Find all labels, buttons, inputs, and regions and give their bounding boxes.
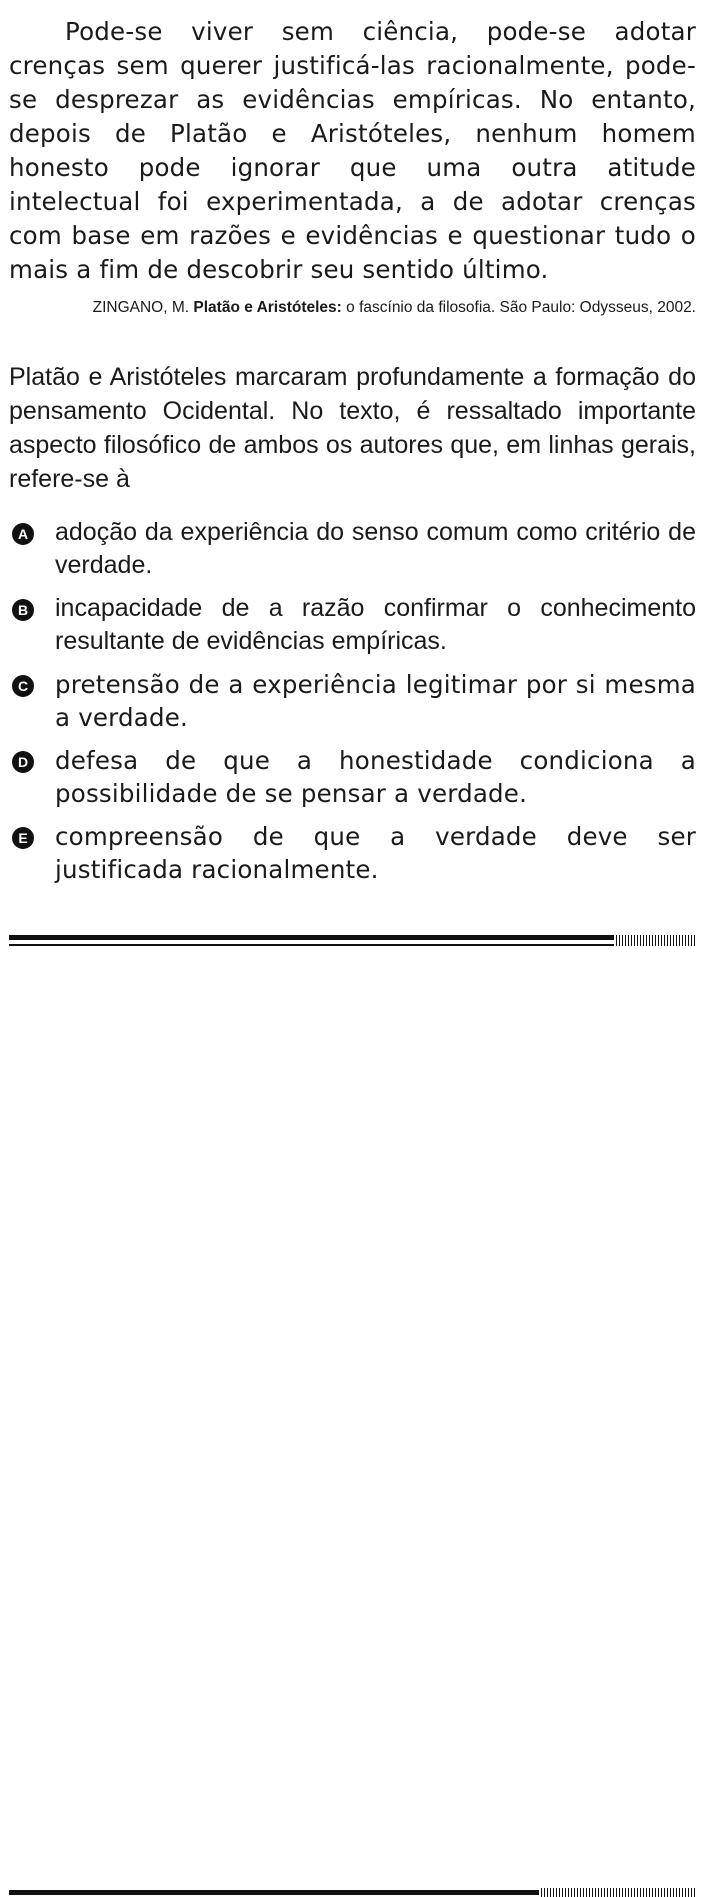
citation-subtitle: o fascínio da filosofia. (346, 299, 496, 316)
citation-publisher: São Paulo: Odysseus, 2002. (499, 299, 696, 316)
footer-tick-marks (541, 1888, 697, 1897)
footer-divider (9, 1890, 539, 1895)
option-text: pretensão de a experiência legitimar por si mesma a verdade. (55, 670, 696, 732)
citation-title: Platão e Aristóteles: (193, 299, 342, 316)
option-letter-badge: A (12, 523, 34, 545)
section-divider (9, 935, 614, 940)
option-text: defesa de que a honestidade condiciona a possibilidade de se pensar a verdade. (55, 746, 696, 808)
option-letter-badge: E (12, 827, 34, 849)
passage-text: Pode-se viver sem ciência, pode-se adotar crenças sem querer justificá-las racionalmente, pode-se desprezar as evidências empíricas. No entanto, depois de Platão e Aristóteles, nenhum homem honesto pode ignorar que uma outra atitude intelectual foi experimentada, a de adotar crenças com base em razões e evidências e questionar tudo o mais a fim de descobrir seu sentido último. (9, 17, 696, 284)
option-text: incapacidade de a razão confirmar o conhecimento resultante de evidências empíricas. (55, 594, 696, 655)
option-letter-badge: B (12, 599, 34, 621)
citation-author: ZINGANO, M. (92, 299, 190, 316)
option-text: compreensão de que a verdade deve ser justificada racionalmente. (55, 822, 696, 884)
question-stem: Platão e Aristóteles marcaram profundamente a formação do pensamento Ocidental. No texto, é ressaltado importante aspecto filosófico de ambos os autores que, em linhas gerais, refere-se à (9, 363, 696, 493)
option-letter-badge: C (12, 675, 34, 697)
divider-tick-marks (616, 935, 697, 946)
option-text: adoção da experiência do senso comum como critério de verdade. (55, 518, 696, 579)
option-letter-badge: D (12, 751, 34, 773)
section-divider-thin (9, 944, 614, 946)
citation (9, 298, 696, 318)
passage (9, 15, 696, 287)
